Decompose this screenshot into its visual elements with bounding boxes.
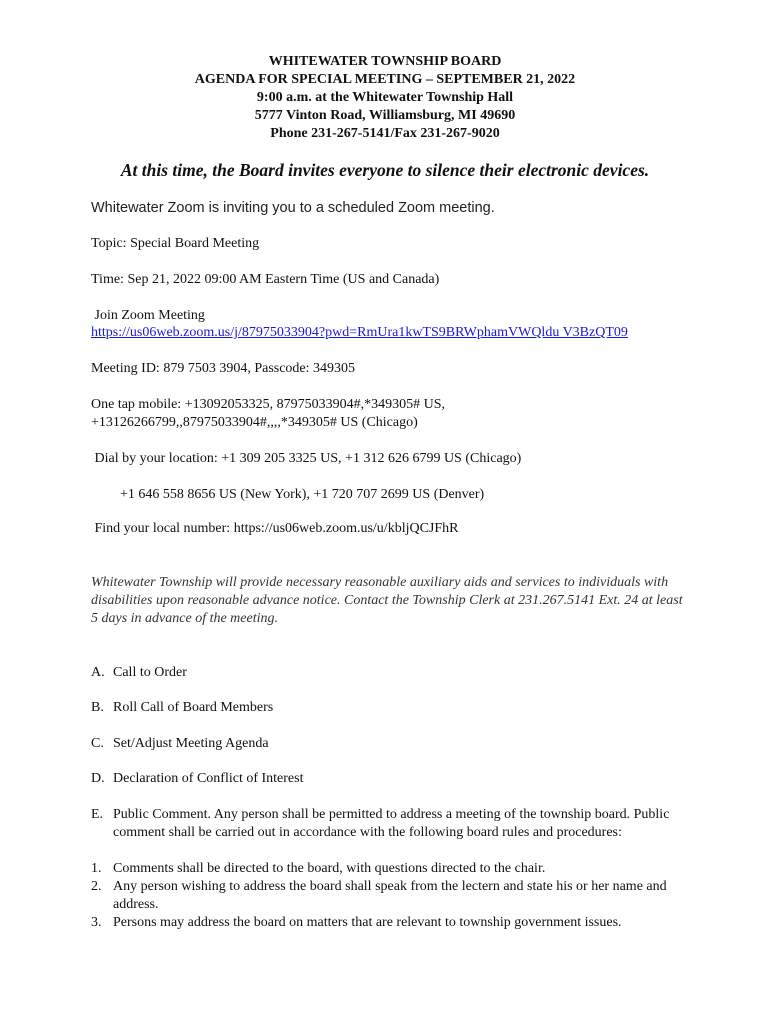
agenda-item-letter: E. [91,807,104,822]
zoom-invite-text: Whitewater Zoom is inviting you to a scheduled Zoom meeting. [91,200,495,216]
agenda-item-text: Declaration of Conflict of Interest [113,771,304,786]
agenda-item-letter: D. [91,771,105,786]
agenda-item-text: Call to Order [113,665,187,680]
rule-item [91,878,671,914]
rule-number: 3. [91,915,102,930]
agenda-item-text: Set/Adjust Meeting Agenda [113,736,269,751]
zoom-one-tap-line-2: +13126266799,,87975033904#,,,,*349305# US (Chicago) [91,415,418,430]
rule-text: Any person wishing to address the board shall speak from the lectern and state his or her name and address. [113,879,667,912]
agenda-item-letter: C. [91,736,104,751]
rule-item [91,914,671,932]
agenda-item-letter: A. [91,665,105,680]
zoom-one-tap-line-1: One tap mobile: +13092053325, 87975033904#,*349305# US, [91,397,445,412]
agenda-item-letter: B. [91,700,104,715]
agenda-item-text: Roll Call of Board Members [113,700,274,715]
silence-devices-notice: At this time, the Board invites everyone to silence their electronic devices. [120,160,650,180]
zoom-dial-line-1: Dial by your location: +1 309 205 3325 US, +1 312 626 6799 US (Chicago) [91,451,522,466]
zoom-topic: Topic: Special Board Meeting [91,236,260,251]
zoom-dial-line-2: +1 646 558 8656 US (New York), +1 720 707 2699 US (Denver) [120,487,485,502]
header-phone-fax: Phone 231-267-5141/Fax 231-267-9020 [270,126,500,141]
rule-number: 2. [91,879,102,894]
header-board-name: WHITEWATER TOWNSHIP BOARD [268,54,502,69]
zoom-join-link[interactable]: https://us06web.zoom.us/j/87975033904?pwd=RmUra1kwTS9BRWphamVWQldu V3BzQT09 [91,325,628,340]
rule-number: 1. [91,861,102,876]
rule-text: Comments shall be directed to the board, with questions directed to the chair. [113,861,546,876]
public-comment-rules-list [91,860,671,932]
zoom-find-local-number: Find your local number: https://us06web.zoom.us/u/kbljQCJFhR [91,521,459,536]
rule-text: Persons may address the board on matters that are relevant to township government issues. [113,915,622,930]
header-address: 5777 Vinton Road, Williamsburg, MI 49690 [254,108,516,123]
zoom-join-label: Join Zoom Meeting [91,308,205,323]
header-time-location: 9:00 a.m. at the Whitewater Township Hall [256,90,514,105]
zoom-time: Time: Sep 21, 2022 09:00 AM Eastern Time (US and Canada) [91,272,440,287]
header-agenda-title: AGENDA FOR SPECIAL MEETING – SEPTEMBER 21, 2022 [194,72,576,87]
zoom-meeting-id: Meeting ID: 879 7503 3904, Passcode: 349305 [91,361,356,376]
document-header [0,53,770,143]
rule-item [91,860,671,878]
ada-accessibility-notice: Whitewater Township will provide necessary reasonable auxiliary aids and services to individuals with disabilities upon reasonable advance notice. Contact the Township Clerk at 231.267.5141 Ext. 24 at least 5 days in advance of the meeting. [91,575,683,626]
public-comment-description: Public Comment. Any person shall be permitted to address a meeting of the township board. Public comment shall be carried out in accordance with the following board rules and procedures: [113,807,670,840]
